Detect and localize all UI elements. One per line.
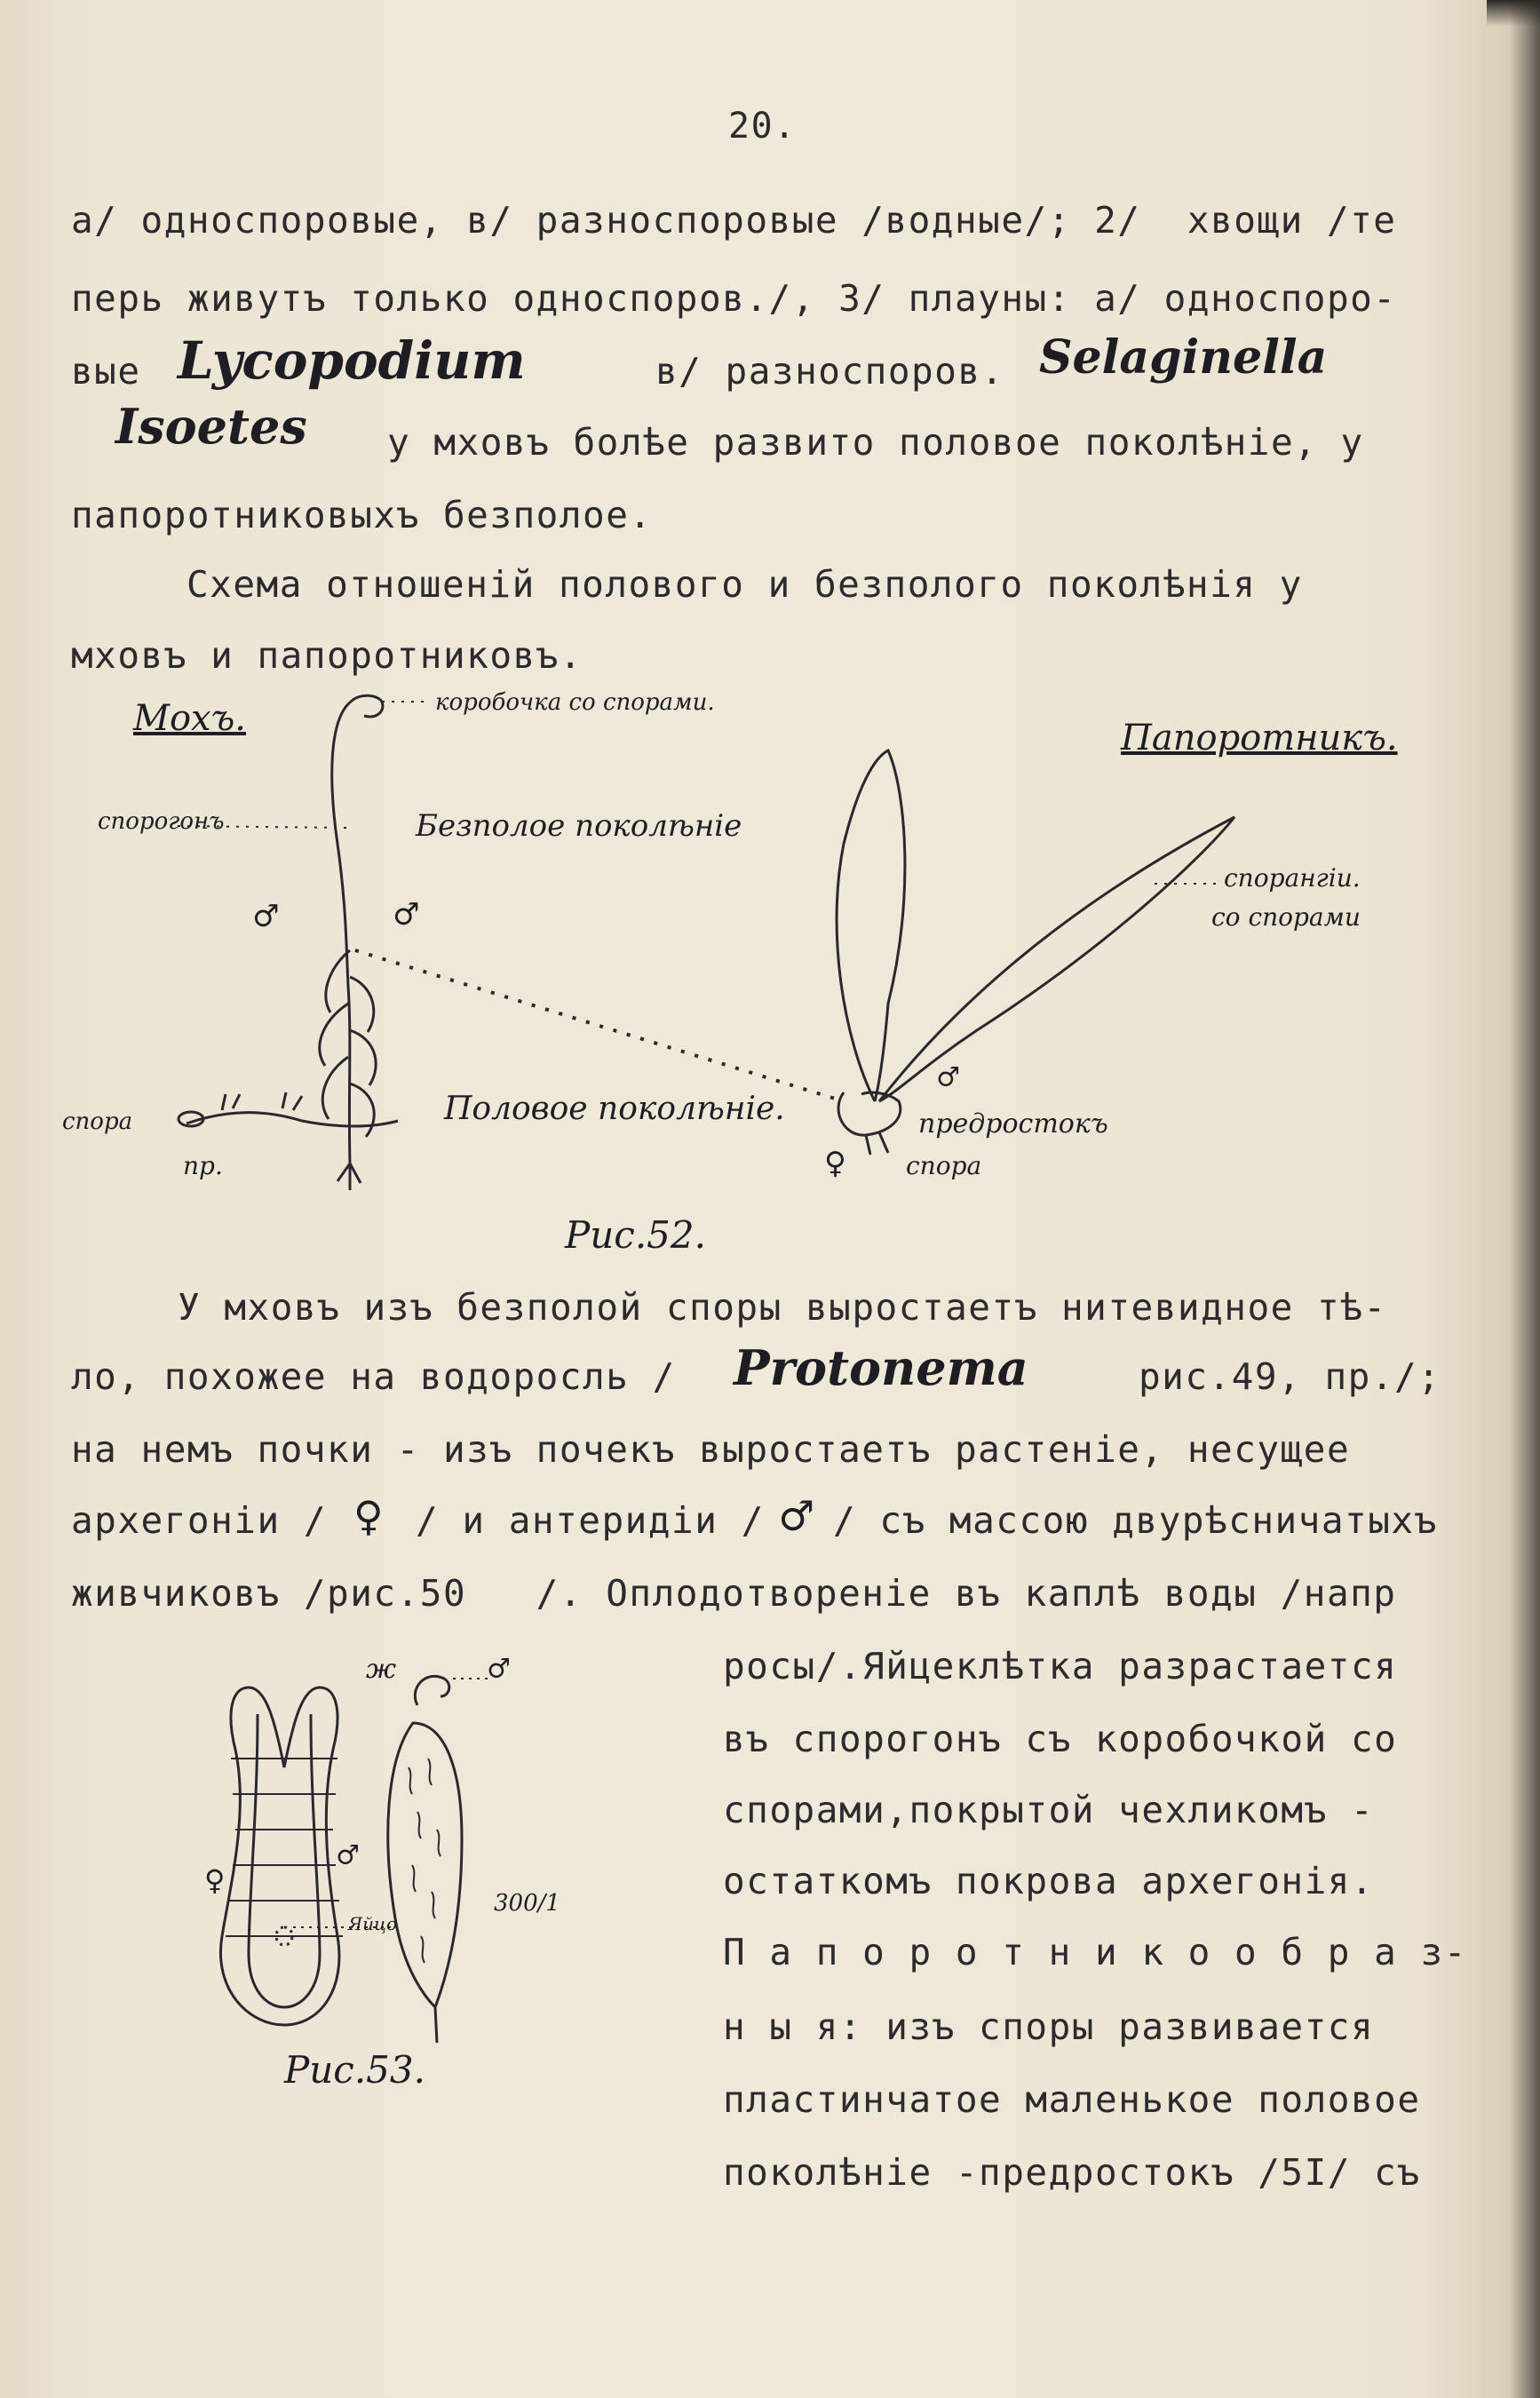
- capsule-label: коробочка со спорами.: [435, 689, 715, 716]
- text-line: архегоніи /: [71, 1499, 328, 1542]
- handwritten-selaginella: Selaginella: [1039, 330, 1328, 385]
- antheridium-outline: [388, 1723, 462, 2007]
- figure-53-caption: Рис.53.: [284, 2048, 425, 2092]
- text-line: у мховъ болѣе развито половое поколѣніе, у: [387, 421, 1364, 464]
- male-symbol: ♂: [487, 1654, 511, 1685]
- moss-capsule: [351, 695, 383, 717]
- fern-spore-label: спора: [906, 1151, 982, 1180]
- protonema-thread: [187, 1113, 398, 1126]
- text-line: мховъ и папоротниковъ.: [71, 634, 583, 677]
- antheridium-sperm: [409, 1759, 441, 1963]
- male-symbol: ♂: [336, 1840, 360, 1871]
- text-line: н ы я: изъ споры развивается: [723, 2005, 1375, 2048]
- prothallus-label: предростокъ: [918, 1108, 1108, 1139]
- figure-52-caption: Рис.52.: [565, 1213, 706, 1257]
- female-symbol-inline: ♀: [353, 1492, 384, 1540]
- female-symbol: ♀: [204, 1863, 226, 1897]
- moss-rhizoids: [337, 1163, 361, 1190]
- spore-label: спора: [62, 1108, 133, 1135]
- text-line: / и антеридіи /: [416, 1499, 765, 1542]
- male-symbol: ♂: [393, 897, 420, 933]
- text-line: ло, похожее на водоросль /: [71, 1355, 676, 1398]
- text-line: пластинчатое маленькое половое: [723, 2078, 1421, 2121]
- handwritten-protonema: Protonema: [734, 1339, 1028, 1396]
- sporogon-label: спорогонъ: [98, 808, 225, 835]
- text-line: П а п о р о т н и к о о б р а з-: [723, 1931, 1467, 1973]
- male-symbol-inline: ♂: [778, 1492, 815, 1540]
- archegonium-outline: [220, 1687, 338, 2025]
- sporangia-label: спорангіи.: [1224, 863, 1361, 893]
- moss-title: Мохъ.: [133, 698, 246, 739]
- sexual-generation-label: Половое поколѣніе.: [444, 1091, 785, 1127]
- male-symbol: ♂: [936, 1062, 960, 1093]
- text-line: рис.49, пр./;: [1139, 1355, 1441, 1398]
- figure-52-drawing: [0, 684, 1540, 1217]
- text-line: поколѣніе -предростокъ /5I/ съ: [723, 2151, 1421, 2194]
- text-line: спорами,покрытой чехликомъ -: [723, 1789, 1375, 1831]
- magnification-label: 300/1: [494, 1890, 560, 1917]
- pr-label: пр.: [183, 1151, 223, 1180]
- text-line: Схема отношенiй полового и безполого поколѣнія у: [187, 563, 1303, 606]
- text-line: росы/.Яйцеклѣтка разрастается: [723, 1645, 1398, 1687]
- moss-seta: [332, 702, 351, 1163]
- text-line: папоротниковыхъ безполое.: [71, 494, 653, 536]
- fern-prothallus: [838, 1092, 901, 1135]
- text-line: вые: [71, 350, 141, 393]
- text-line: / съ массою двурѣсничатыхъ: [833, 1499, 1438, 1542]
- asexual-generation-label: Безполое поколѣніе: [416, 808, 742, 844]
- female-symbol: ♀: [824, 1146, 846, 1181]
- dotted-link: [355, 950, 844, 1101]
- text-line: живчиковъ /рис.50 /. Оплодотвореніе въ каплѣ воды /напр: [71, 1572, 1397, 1615]
- text-line: а/ односпоровые, в/ разноспоровые /водные/; 2/ хвощи /те: [71, 199, 1397, 242]
- fern-frond-diagonal: [879, 817, 1234, 1101]
- text-line: на немъ почки - изъ почекъ выростаетъ растеніе, несущее: [71, 1428, 1351, 1471]
- text-line: перь живутъ только односпоров./, 3/ плауны: а/ односпоро-: [71, 277, 1397, 320]
- text-line: въ спорогонъ съ коробочкой со: [723, 1718, 1398, 1760]
- fern-title: Папоротникъ.: [1121, 718, 1398, 758]
- text-line: остаткомъ покрова архегонія.: [723, 1860, 1375, 1902]
- page-number: 20.: [728, 106, 797, 147]
- figure-53-drawing: [195, 1634, 693, 2078]
- sperm-cell: [415, 1676, 449, 1705]
- protonema-buds: [222, 1092, 302, 1110]
- zh-label: ж: [366, 1654, 397, 1685]
- with-spores-label: со спорами: [1211, 902, 1361, 932]
- handwritten-lycopodium: Lycopodium: [178, 330, 526, 391]
- egg-label: Яйцо: [348, 1913, 398, 1934]
- text-line: У мховъ изъ безполой споры выростаетъ нитевидное тѣ-: [178, 1286, 1387, 1329]
- handwritten-isoetes: Isoetes: [115, 398, 307, 455]
- fern-frond-upright: [837, 750, 905, 1101]
- male-symbol: ♂: [252, 899, 280, 934]
- archegonium-cells: [226, 1759, 343, 1936]
- scan-edge-shadow: [1487, 0, 1540, 27]
- text-line: в/ разноспоров.: [655, 350, 1004, 393]
